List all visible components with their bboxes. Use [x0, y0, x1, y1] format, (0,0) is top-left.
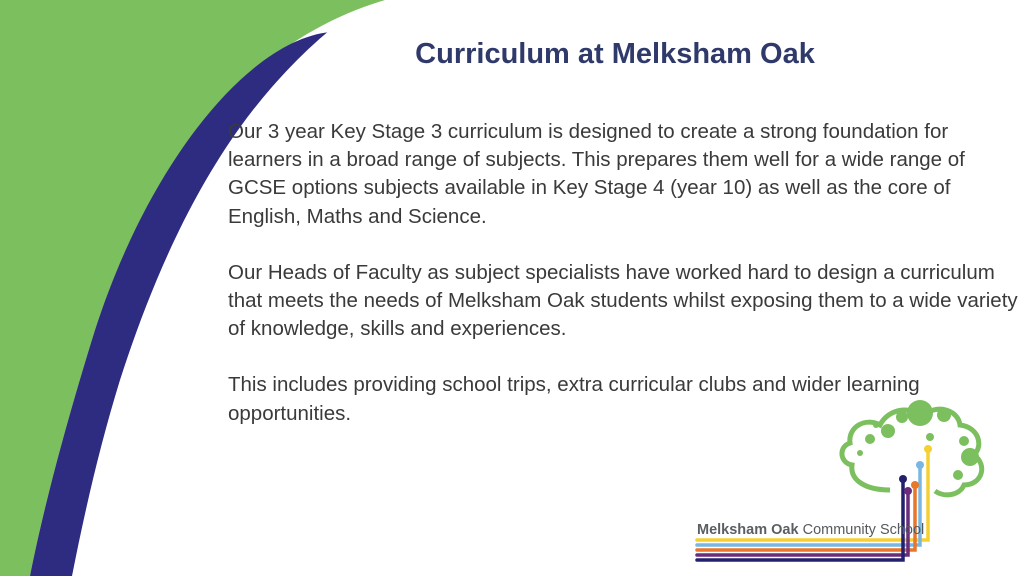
school-brand-name: Melksham Oak — [697, 522, 799, 538]
school-brand-suffix: Community School — [798, 522, 925, 538]
school-logo-text — [697, 522, 924, 538]
paragraph-3: This includes providing school trips, extra curricular clubs and wider learning opportunities. — [228, 373, 920, 425]
school-logo-tree-icon — [690, 395, 1000, 565]
paragraph-1: Our 3 year Key Stage 3 curriculum is designed to create a strong foundation for learners in a broad range of subjects. This prepares them well for a wide range of GCSE options subjects available in Key Stage 4 (year 10) as well as the core of English, Maths and Science. — [228, 120, 965, 228]
page-title: Curriculum at Melksham Oak — [415, 38, 815, 70]
paragraph-2: Our Heads of Faculty as subject specialists have worked hard to design a curriculum that meets the needs of Melksham Oak students whilst exposing them to a wide variety of knowledge, skills and experiences. — [228, 260, 1018, 341]
